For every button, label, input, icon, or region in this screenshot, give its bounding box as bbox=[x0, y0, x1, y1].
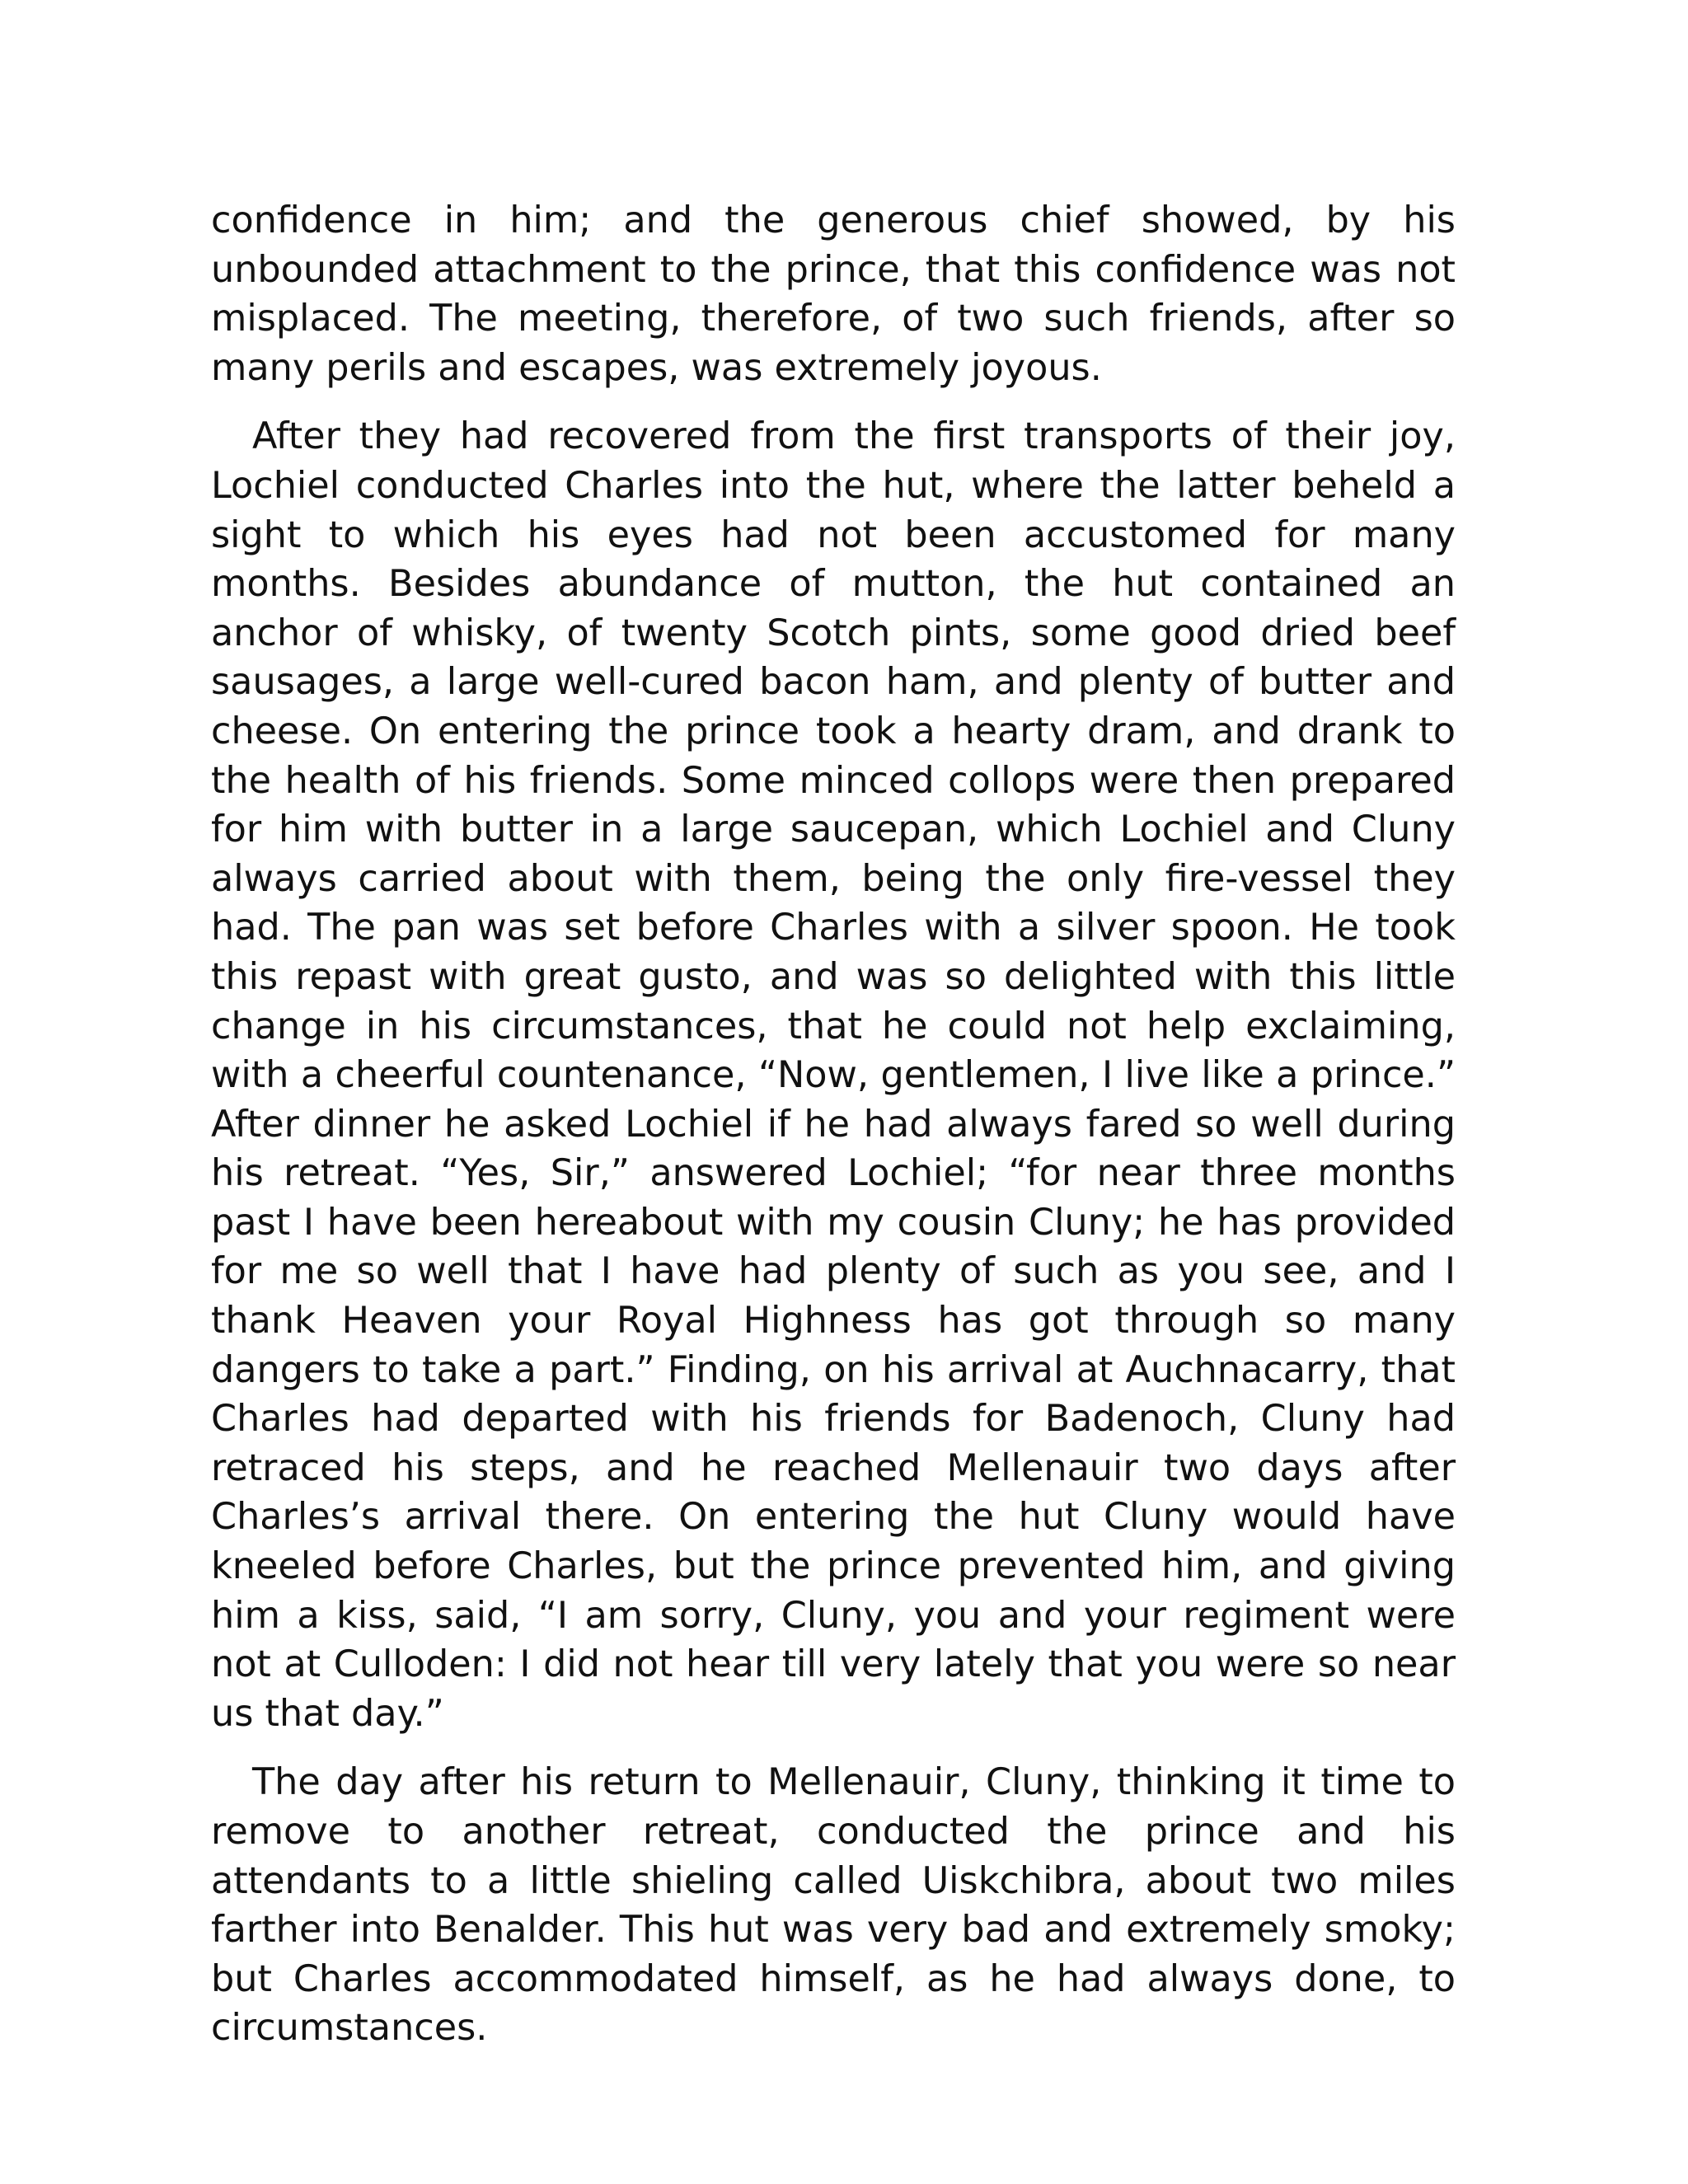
paragraph-continued: confidence in him; and the generous chief showed, by his unbounded attachment to the prince, that this confidence was not misplaced. The meeting, therefore, of two such friends, after so many perils and escapes, was extremely joyous. bbox=[211, 199, 1456, 389]
page-body bbox=[211, 196, 1456, 2053]
paragraph-lochiel-hut: After they had recovered from the first transports of their joy, Lochiel conducted Charles into the hut, where the latter beheld a sight to which his eyes had not been accustomed for many months. Besides abundance of mutton, the hut contained an anchor of whisky, of twenty Scotch pints, some good dried beef sausages, a large well-cured bacon ham, and plenty of butter and cheese. On entering the prince took a hearty dram, and drank to the health of his friends. Some minced collops were then prepared for him with butter in a large saucepan, which Lochiel and Cluny always carried about with them, being the only fire-vessel they had. The pan was set before Charles with a silver spoon. He took this repast with great gusto, and was so delighted with this little change in his circumstances, that he could not help exclaiming, with a cheerful countenance, “Now, gentlemen, I live like a prince.” After dinner he asked Lochiel if he had always fared so well during his retreat. “Yes, Sir,” answered Lochiel; “for near three months past I have been hereabout with my cousin Cluny; he has provided for me so well that I have had plenty of such as you see, and I thank Heaven your Royal Highness has got through so many dangers to take a part.” Finding, on his arrival at Auchnacarry, that Charles had departed with his friends for Badenoch, Cluny had retraced his steps, and he reached Mellenauir two days after Charles’s arrival there. On entering the hut Cluny would have kneeled before Charles, but the prince prevented him, and giving him a kiss, said, “I am sorry, Cluny, you and your regiment were not at Culloden: I did not hear till very lately that you were so near us that day.” bbox=[211, 415, 1456, 1735]
paragraph-uiskchibra: The day after his return to Mellenauir, Cluny, thinking it time to remove to another retreat, conducted the prince and his attendants to a little shieling called Uiskchibra, about two miles farther into Benalder. This hut was very bad and extremely smoky; but Charles accommodated himself, as he had always done, to circumstances. bbox=[211, 1761, 1456, 2050]
